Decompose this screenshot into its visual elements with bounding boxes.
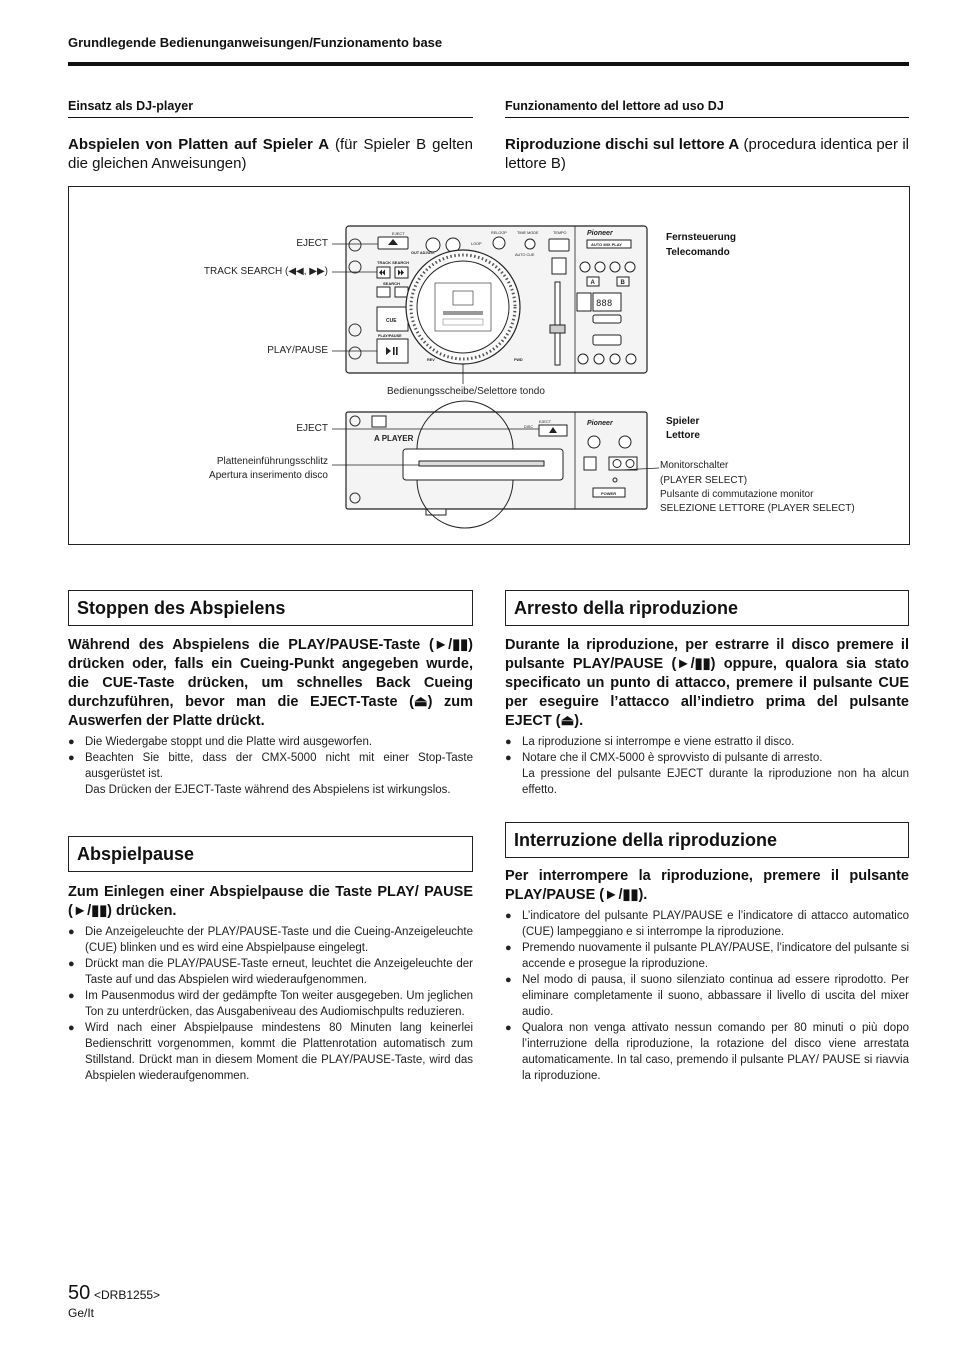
list-item: ● Im Pausenmodus wird der gedämpfte Ton weiter ausgegeben. Um jeglichen Ton zu unterdrücken, das Ausgabeniveau des Audiomischpults reduzieren. [68,988,473,1020]
list-item: ● Drückt man die PLAY/PAUSE-Taste erneut, leuchtet die Anzeigeleuchte der Taste auf und das Abspielen wird wiederaufgenommen. [68,956,473,988]
auto-mix-text: AUTO MIX PLAY [591,242,622,247]
section-title-pause-de: Abspielpause [68,836,473,872]
list-item: ● Wird nach einer Abspielpause mindestens 80 Minuten lang keinerlei Bedienschritt vorgenommen, kommt die Plattenrotation automatisch zum Stillstand. Drückt man in diesem Moment die PLAY/PAUSE-Taste, wird das Abspielen wiederaufgenommen. [68,1020,473,1084]
lead-stop-de: Während des Abspielens die PLAY/PAUSE-Taste (►/▮▮) drücken oder, falls ein Cueing-Punkt angegeben wurde, die CUE-Taste drücken, um schnelles Back Cueing durchzuführen, bevor man die EJECT-Taste (⏏) zum Auswerfen der Platte drückt. [68,637,473,729]
section-stop-it [505,636,909,798]
list-item: ● Qualora non venga attivato nessun comando per 80 minuti o più dopo l’interruzione della riproduzione, la rotazione del disco viene arrestata automaticamente. In tal caso, premendo il pulsante PLAY/ PAUSE si riavvia la riproduzione. [505,1020,909,1084]
power-text: POWER [601,491,617,496]
list-item: ● Die Anzeigeleuchte der PLAY/PAUSE-Taste und die Cueing-Anzeigeleuchte (CUE) blinken und es wird eine Abspielpause eingelegt. [68,924,473,956]
bullets-stop-it [505,734,909,798]
tempo-slider[interactable] [555,282,560,365]
label-monitor-1: Monitorschalter [660,460,729,471]
left-intro-rest: (für Spieler B gelten die gleichen Anweisungen) [68,136,473,172]
section-pause-it [505,867,909,1084]
label-monitor-4: SELEZIONE LETTORE (PLAYER SELECT) [660,503,855,514]
label-slot-it: Apertura inserimento disco [209,470,328,481]
right-intro [505,135,909,173]
rev-text: REV [427,358,435,362]
lead-pause-de: Zum Einlegen einer Abspielpause die Taste PLAY/ PAUSE (►/▮▮) drücken. [68,884,473,919]
list-item: ● Notare che il CMX-5000 è sprovvisto di pulsante di arresto. La pressione del pulsante EJECT durante la riproduzione non ha alcun effetto. [505,750,909,798]
player-a-text: A [590,280,595,286]
label-remote-de: Fernsteuerung [666,232,737,243]
right-intro-bold: Riproduzione dischi sul lettore A [505,136,740,153]
play-pause-text: PLAY/PAUSE [378,334,402,338]
auto-cue-text: AUTO CUE [515,253,535,257]
right-heading-rule [505,117,909,118]
document-code: <DRB1255> [94,1288,161,1302]
disc-text: DISC [524,425,534,429]
tempo-slider-thumb[interactable] [550,325,565,333]
jog-dial[interactable] [406,250,520,364]
label-eject-remote: EJECT [296,238,328,249]
left-column-heading: Einsatz als DJ-player [68,99,194,113]
cue-text: CUE [386,318,397,324]
lead-pause-it: Per interrompere la riproduzione, premere il pulsante PLAY/PAUSE (►/▮▮). [505,868,909,903]
disc-insertion-slot[interactable] [419,461,544,466]
player-eject-text: EJECT [539,420,552,424]
search-back-button[interactable] [377,287,390,297]
tempo-display: 888 [596,299,613,309]
bullets-pause-it [505,908,909,1084]
a-player-text: A PLAYER [374,434,414,443]
section-pause-de [68,883,473,1084]
bullets-pause-de [68,924,473,1084]
tempo-text: TEMPO [553,231,567,235]
brand-logo-remote: Pioneer [587,230,613,237]
right-column-heading: Funzionamento del lettore ad uso DJ [505,99,724,113]
label-track-search: TRACK SEARCH (◀◀, ▶▶) [203,266,328,277]
list-item: ● Premendo nuovamente il pulsante PLAY/PAUSE, l’indicatore del pulsante si accende e prosegue la riproduzione. [505,940,909,972]
device-figure [68,186,910,545]
remote-eject-text: EJECT [392,231,405,236]
track-search-text: TRACK SEARCH [377,260,409,265]
section-title-pause-it: Interruzione della riproduzione [505,822,909,858]
label-player-it: Lettore [666,430,700,441]
list-item: ● Die Wiedergabe stoppt und die Platte wird ausgeworfen. [68,734,473,750]
label-monitor-3: Pulsante di commutazione monitor [660,489,814,500]
label-slot-de: Platteneinführungsschlitz [216,456,328,467]
label-eject-player: EJECT [296,423,328,434]
section-title-stop-it: Arresto della riproduzione [505,590,909,626]
player-unit [346,401,647,528]
lead-stop-it: Durante la riproduzione, per estrarre il disco premere il pulsante PLAY/PAUSE (►/▮▮) oppure, qualora sia stato specificato un punto di attacco, premere il pulsante CUE per eseguire l’attacco all’indietro prima del pulsante EJECT (⏏). [505,637,909,729]
list-item: ● Nel modo di pausa, il suono silenziato continua ad essere riprodotto. Per eliminare completamente il suono, abbassare il livello di uscita del mixer audio. [505,972,909,1020]
loop-text: LOOP [471,242,482,246]
label-remote-it: Telecomando [666,247,730,258]
running-header: Grundlegende Bedienunganweisungen/Funzionamento base [68,35,443,50]
section-title-stop-de: Stoppen des Abspielens [68,590,473,626]
right-intro-rest: (procedura identica per il lettore B) [505,136,909,172]
remote-control-unit [346,226,647,373]
search-text: SEARCH [383,281,400,286]
section-stop-de [68,636,473,798]
label-jog-dial: Bedienungsscheibe/Selettore tondo [387,386,545,397]
label-player-de: Spieler [666,416,700,427]
header-rule [68,62,909,66]
left-heading-rule [68,117,473,118]
search-forward-button[interactable] [395,287,408,297]
left-intro-bold: Abspielen von Platten auf Spieler A [68,136,330,153]
list-item: ● L’indicatore del pulsante PLAY/PAUSE e l’indicatore di attacco automatico (CUE) lampeggiano e si interrompe la riproduzione. [505,908,909,940]
label-play-pause: PLAY/PAUSE [267,345,328,356]
reloop-text: RELOOP [491,231,507,235]
fwd-text: FWD [514,358,523,362]
player-b-text: B [620,280,625,286]
page-number: 50 [68,1282,91,1304]
left-intro [68,135,473,173]
bullets-stop-de [68,734,473,798]
play-pause-button[interactable] [377,339,408,363]
language-code: Ge/It [68,1306,95,1320]
out-adjust-text: OUT ADJUST [411,251,436,255]
brand-logo-player: Pioneer [587,420,613,427]
list-item: ● La riproduzione si interrompe e viene estratto il disco. [505,734,909,750]
label-monitor-2: (PLAYER SELECT) [660,475,748,486]
list-item: ● Beachten Sie bitte, dass der CMX-5000 nicht mit einer Stop-Taste ausgerüstet ist. Das Drücken der EJECT-Taste während des Abspielens ist wirkungslos. [68,750,473,798]
time-mode-text: TIME MODE [517,231,539,235]
